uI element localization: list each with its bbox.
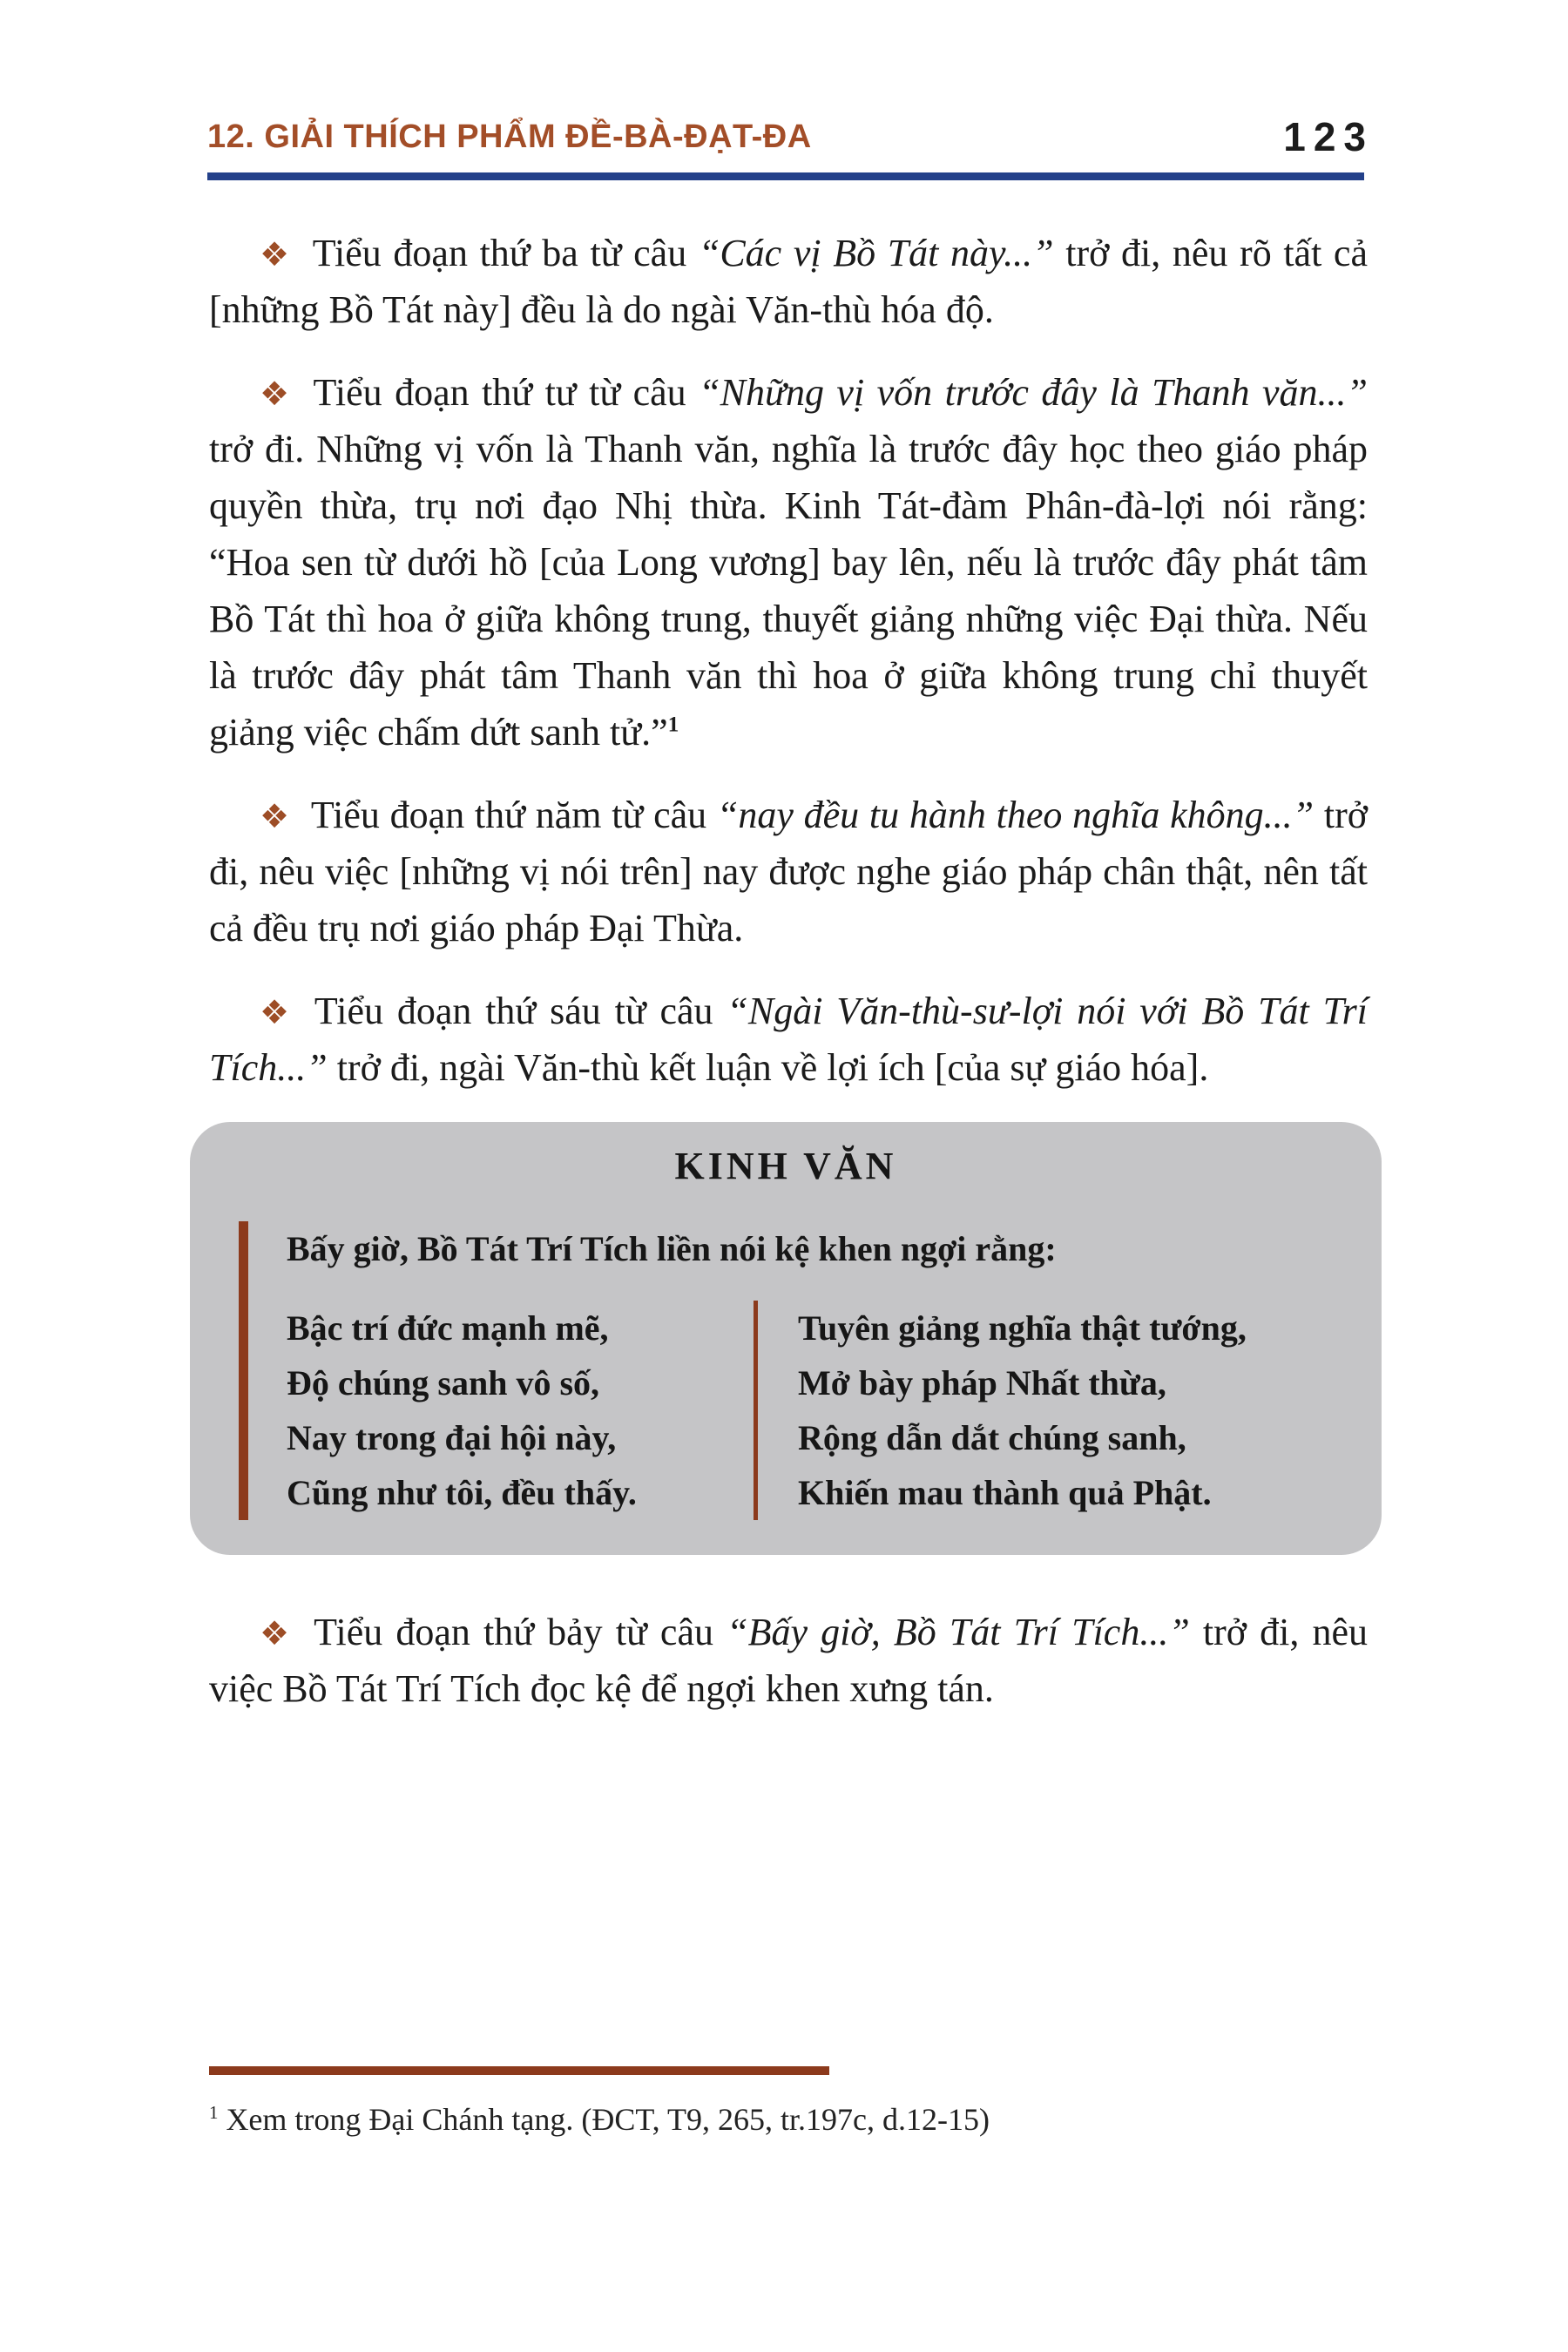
footnote-text: Xem trong Đại Chánh tạng. (ĐCT, T9, 265, tr.197c, d.12-15) [226,2102,990,2137]
paragraph-rest: trở đi, nêu việc [những vị nói trên] nay được nghe giáo pháp chân thật, nên tất cả đều trụ nơi giáo pháp Đại Thừa. [209,794,1369,950]
footnote-area [209,2066,1368,2139]
paragraph [209,787,1368,956]
kinh-van-box [190,1122,1382,1555]
verse-line: Nay trong đại hội này, [287,1418,617,1457]
verse-line: Mở bày pháp Nhất thừa, [798,1363,1166,1402]
verse-line: Độ chúng sanh vô số, [287,1363,600,1402]
diamond-bullet-icon: ❖ [260,1614,294,1652]
verse-line: Khiến mau thành quả Phật. [798,1473,1212,1512]
header-rule [207,172,1364,180]
sutra-quote-block [239,1221,1333,1520]
paragraph-lead: Tiểu đoạn thứ năm từ câu [310,794,717,836]
paragraph-rest: trở đi, ngài Văn-thù kết luận về lợi ích [của sự giáo hóa]. [336,1046,1209,1089]
sutra-intro-line: Bấy giờ, Bồ Tát Trí Tích liền nói kệ khen ngợi rằng: [287,1229,1057,1268]
paragraph-lead: Tiểu đoạn thứ tư từ câu [313,371,700,414]
paragraph-quote: “Ngài Văn-thù-sư-lợi nói với Bồ Tát Trí Tích...” [209,990,1369,1089]
page-body [209,225,1368,1743]
verse-line: Rộng dẫn dắt chúng sanh, [798,1418,1186,1457]
paragraph-rest: trở đi, nêu việc Bồ Tát Trí Tích đọc kệ để ngợi khen xưng tán. [209,1611,1368,1710]
chapter-running-head: 12. GIẢI THÍCH PHẨM ĐỀ-BÀ-ĐẠT-ĐA [207,118,812,155]
diamond-bullet-icon: ❖ [260,993,294,1031]
paragraph [209,983,1368,1096]
paragraph-rest: trở đi, nêu rõ tất cả [những Bồ Tát này] đều là do ngài Văn-thù hóa độ. [209,232,1368,331]
paragraph-quote: “Những vị vốn trước đây là Thanh văn...” [699,371,1368,414]
verse-line: Tuyên giảng nghĩa thật tướng, [798,1308,1247,1348]
diamond-bullet-icon: ❖ [260,235,292,274]
diamond-bullet-icon: ❖ [260,797,290,835]
verse-line: Cũng như tôi, đều thấy. [287,1473,637,1512]
paragraph-quote: “nay đều tu hành theo nghĩa không...” [716,794,1324,836]
paragraph-lead: Tiểu đoạn thứ bảy từ câu [314,1611,727,1653]
paragraph-quote: “Bấy giờ, Bồ Tát Trí Tích...” [727,1611,1203,1653]
paragraph [209,1604,1368,1717]
paragraph-lead: Tiểu đoạn thứ ba từ câu [312,232,699,274]
footnote-marker: 1 [209,2102,219,2123]
footnote-separator-rule [209,2066,829,2075]
paragraph-lead: Tiểu đoạn thứ sáu từ câu [314,990,727,1032]
footnote-reference: 1 [667,711,679,737]
verse-column-right [754,1301,1333,1520]
verse-columns [287,1301,1333,1520]
footnote [209,2099,1368,2139]
diamond-bullet-icon: ❖ [260,375,293,413]
page-number: 123 [1283,114,1374,159]
running-header-row [207,114,1374,159]
paragraph-quote: “Các vị Bồ Tát này...” [698,232,1066,274]
verse-column-left [287,1301,754,1520]
kinh-van-title: KINH VĂN [674,1145,897,1187]
verse-line: Bậc trí đức mạnh mẽ, [287,1308,609,1348]
paragraph [209,364,1368,760]
paragraph-rest: trở đi. Những vị vốn là Thanh văn, nghĩa là trước đây học theo giáo pháp quyền thừa, trụ nơi đạo Nhị thừa. Kinh Tát-đàm Phân-đà-lợi nói rằng: “Hoa sen từ dưới hồ [của Long vương] bay lên, nếu là trước đây phát tâm Bồ Tát thì hoa ở giữa không trung, thuyết giảng những việc Đại thừa. Nếu là trước đây phát tâm Thanh văn thì hoa ở giữa không trung chỉ thuyết giảng việc chấm dứt sanh tử.” [209,428,1368,754]
paragraph [209,225,1368,338]
